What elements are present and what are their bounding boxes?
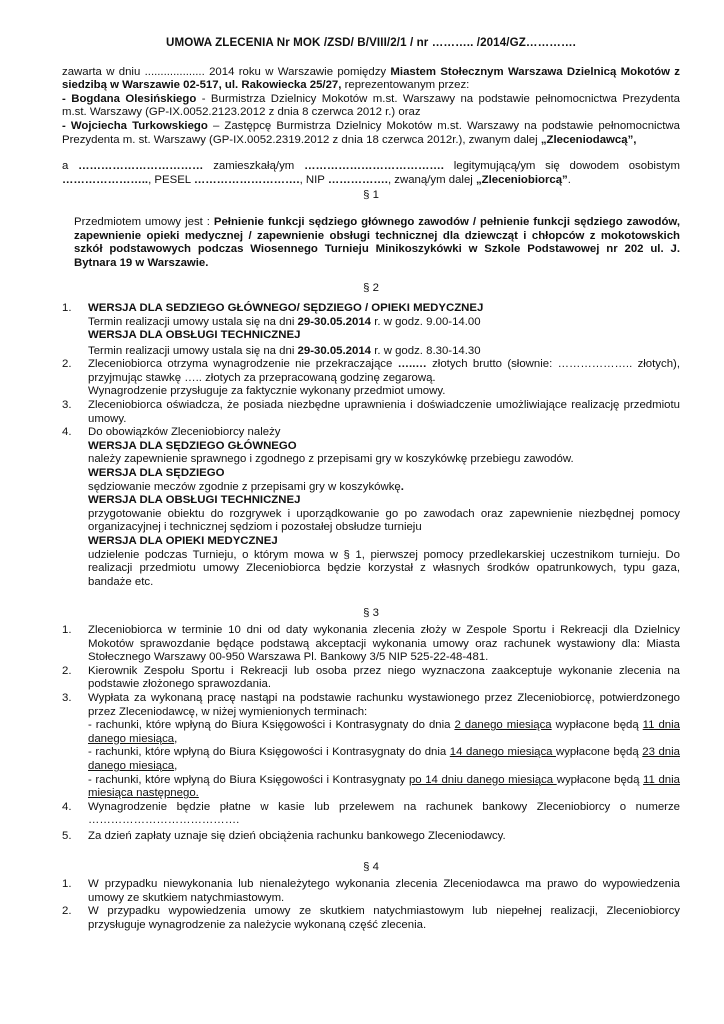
section-text: Przedmiotem umowy jest : [74,215,214,228]
deadline: po 14 dniu danego miesiąca [408,773,557,786]
list-item [62,358,680,399]
item-text: Wypłata za wykonaną pracę nastąpi na podstawie rachunku wystawionego przez Zleceniobiorcę, potwierdzonego przez Zleceniodawcę, w niżej wymienionych terminach: [88,691,680,718]
intro-representative-2 [62,120,680,147]
item-text: wypłacone będą [551,719,643,732]
intro-text: - Burmistrza Dzielnicy Mokotów m.st. Warszawy na podstawie pełnomocnictwa Prezydenta m.st. Warszawy (GP-IX.0052.2123.2012 z dnia 8 czerwca 2012 r.) oraz [62,92,680,119]
item-text: należy zapewnienie sprawnego i zgodnego z przepisami gry w koszykówkę przebiegu zawodów. [88,453,574,466]
item-text: r. w godz. 8.30-14.30 [371,344,481,357]
id-blank: ………………….. [62,173,149,186]
item-text: wypłacone będą [556,746,643,759]
intro-parties [62,66,680,93]
intro-text: . [567,173,571,186]
item-text: Za dzień zapłaty uznaje się dzień obciążenia rachunku bankowego Zleceniodawcy. [88,829,506,842]
representative-name: - Bogdana Olesińskiego [62,92,197,105]
item-text: Wynagrodzenie będzie płatne w kasie lub przelewem na rachunek bankowy Zleceniobiorcy o numerze …………………………………. [88,800,680,827]
item-text: , [174,759,178,772]
item-text: - rachunki, które wpłyną do Biura Księgowości i Kontrasygnaty [88,773,409,786]
item-text: Termin realizacji umowy ustala się na dni [88,344,298,357]
item-text: przygotowanie obiektu do rozgrywek i uporządkowanie go po zawodach oraz zapewnienie niezbędnej pomocy organizacyjnej i technicznej sędziom i pozostałej obsłudze turnieju [88,507,680,534]
item-text: r. w godz. 9.00-14.00 [371,315,481,328]
list-item [62,399,680,426]
contractor-address-blank: ………………………………. [304,160,444,173]
contract-page [62,36,680,932]
version-heading: WERSJA DLA SĘDZIEGO [88,467,225,480]
version-heading: WERSJA DLA OBSŁUGI TECHNICZNEJ [88,329,301,342]
item-text: . [400,480,404,493]
item-text: - rachunki, które wpłyną do Biura Księgowości i Kontrasygnaty do dnia [88,746,450,759]
item-text: Do obowiązków Zleceniobiorcy należy [88,426,281,439]
intro-representative-1 [62,93,680,120]
item-text: udzielenie podczas Turnieju, o którym mowa w § 1, pierwszej pomocy przedlekarskiej uczestnikom turnieju. Do realizacji przedmiotu umowy Zleceniobiorca będzie korzystał z własnych środków opatrunkowych, typu gaza, bandaże etc. [88,548,680,588]
item-text: - rachunki, które wpłyną do Biura Księgowości i Kontrasygnaty do dnia [88,719,455,732]
contractor-name-blank: …………………………… [78,160,204,173]
list-item [62,692,680,801]
intro-text: zawarta w dniu ................... 2014 roku w Warszawie pomiędzy [62,65,391,78]
list-number: 2. [62,905,72,918]
intro-text: , PESEL [148,173,194,186]
intro-text: , NIP [299,173,328,186]
section-2-list [62,302,680,589]
date-range: 29-30.05.2014 [297,315,372,328]
list-number: 2. [62,664,72,677]
item-text: złotych brutto (słownie: ……………….. złotych), przyjmując stawkę ….. złotych za przepracowaną godzinę zegarową. [88,358,680,384]
item-text: Zleceniobiorca otrzyma wynagrodzenie nie przekraczające [88,358,398,371]
item-text: Termin realizacji umowy ustala się na dni [88,315,298,328]
item-text: W przypadku niewykonania lub nienależytego wykonania zlecenia Zleceniodawca ma prawo do wypowiedzenia umowy ze skutkiem natychmiastowym. [88,878,680,904]
list-item [62,665,680,692]
party-alias: „Zleceniodawcą”, [540,133,637,146]
list-number: 2. [62,358,72,371]
pesel-blank: ………………………. [193,173,300,186]
intro-text: reprezentowanym przez: [341,79,470,92]
list-number: 5. [62,829,72,842]
party-alias: „Zleceniobiorcą” [475,173,568,186]
item-text: Zleceniobiorca w terminie 10 dni od daty wykonania zlecenia złoży w Zespole Sportu i Rekreacji dla Dzielnicy Mokotów sprawozdanie będące podstawą akceptacji wykonania umowy oraz rachunek wystawiony dla: Miasta Stołecznego Warszawy 00-950 Warszawa Pl. Bankowy 3/5 NIP 525-22-48-481. [88,623,680,664]
list-number: 4. [62,800,72,813]
amount-blank: …..… [397,358,427,371]
list-item [62,801,680,828]
list-number: 1. [62,301,72,314]
version-heading: WERSJA DLA SĘDZIEGO GŁÓWNEGO [88,439,297,452]
intro-text: a [62,160,79,173]
intro-text: legitymującą/ym się dowodem osobistym [443,160,680,173]
date-range: 29-30.05.2014 [297,344,372,357]
list-item [62,878,680,905]
list-item [62,830,680,844]
section-heading-3: § 3 [363,607,379,620]
list-number: 3. [62,691,72,704]
nip-blank: ……………. [327,173,388,186]
section-4-list [62,878,680,932]
list-item [62,302,680,358]
item-text: Wynagrodzenie przysługuje za faktycznie wykonany przedmiot umowy. [88,385,446,398]
contract-title: UMOWA ZLECENIA Nr MOK /ZSD/ B/VIII/2/1 / nr ……….. /2014/GZ…………. [166,36,576,49]
section-heading-2: § 2 [363,282,379,295]
list-number: 3. [62,399,72,412]
section-3-list [62,624,680,844]
item-text: sędziowanie meczów zgodnie z przepisami gry w koszykówkę [88,480,401,493]
deadline: 2 danego miesiąca [454,719,552,732]
list-item [62,905,680,932]
item-text: Zleceniobiorca oświadcza, że posiada niezbędne uprawnienia i doświadczenie umożliwiające realizację przedmiotu umowy. [88,399,680,425]
list-item [62,426,680,589]
item-text: , [174,732,178,745]
list-number: 4. [62,426,72,439]
intro-contractor [62,160,680,187]
list-item [62,624,680,665]
item-text: wypłacone będą [556,773,644,786]
intro-text: , zwaną/ym dalej [387,173,476,186]
contract-subject: Pełnienie funkcji sędziego głównego zawodów / pełnienie funkcji sędziego zawodów, zapewnienie opieki medycznej / zapewnienie obsługi technicznej dla dziewcząt i chłopców z mokotowskich szkół podstawowych podczas Wiosennego Turnieju Minikoszykówki w Szkole Podstawowej nr 202 ul. J. Bytnara 19 w Warszawie. [74,215,681,269]
version-heading: WERSJA DLA SEDZIEGO GŁÓWNEGO/ SĘDZIEGO / OPIEKI MEDYCZNEJ [88,301,484,314]
section-heading-4: § 4 [363,861,379,874]
item-text: W przypadku wypowiedzenia umowy ze skutkiem natychmiastowym lub niepełnej realizacji, Zleceniobiorcy przysługuje wynagrodzenie za należycie wykonaną część zlecenia. [88,905,680,931]
representative-name: - Wojciecha Turkowskiego [62,119,208,132]
version-heading: WERSJA DLA OPIEKI MEDYCZNEJ [88,535,278,547]
party-city: Miastem Stołecznym Warszawa Dzielnicą Mokotów z siedzibą w Warszawie 02-517, ul. Rakowiecka 25/27, [62,65,680,92]
list-number: 1. [62,623,72,636]
intro-text: zamieszkałą/ym [203,160,305,173]
intro-text: – Zastępcę Burmistrza Dzielnicy Mokotów m.st. Warszawy na podstawie pełnomocnictwa Prezydenta m. st. Warszawy (GP-IX.0052.2319.2012 z dnia 18 czerwca 2012r.), zwanym dalej [62,119,680,146]
payment-date: 11 dnia danego miesiąca [88,719,680,745]
section-heading-1: § 1 [363,189,379,202]
deadline: 14 danego miesiąca [449,746,557,759]
version-heading: WERSJA DLA OBSŁUGI TECHNICZNEJ [88,494,301,507]
list-number: 1. [62,878,72,891]
payment-date: 11 dnia miesiąca następnego. [88,773,680,800]
section-1-text [62,216,680,270]
payment-date: 23 dnia danego miesiąca [88,746,680,772]
item-text: Kierownik Zespołu Sportu i Rekreacji lub osoba przez niego wyznaczona zaakceptuje wykonanie zlecenia na podstawie złożonego sprawozdania. [88,664,680,691]
